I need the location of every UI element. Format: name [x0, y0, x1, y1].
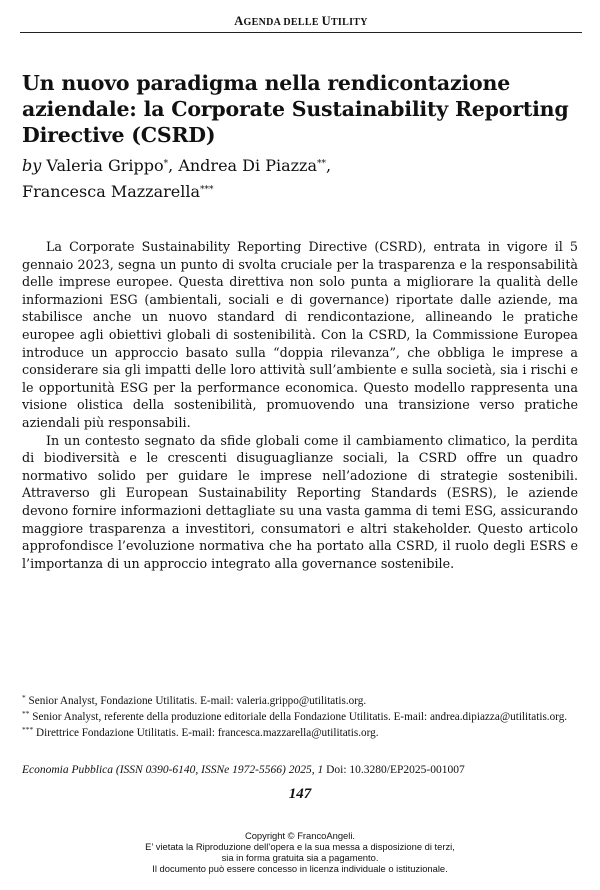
author-line — [22, 152, 582, 204]
running-head-small-2: TILITY — [330, 17, 368, 28]
footnote — [22, 708, 582, 724]
running-head-cap-a: A — [234, 14, 244, 28]
article-title: Un nuovo paradigma nella rendicontazione aziendale: la Corporate Sustainability Reporting Directive (CSRD) — [22, 71, 569, 147]
footnote-text: Senior Analyst, referente della produzione editoriale della Fondazione Utilitatis. E-mail: andrea.dipiazza@utilitatis.org. — [32, 710, 568, 723]
copyright-line: E’ vietata la Riproduzione dell’opera e la sua messa a disposizione di terzi, — [145, 841, 455, 852]
author-footnote-mark: ** — [317, 159, 327, 169]
author-footnote-mark: *** — [200, 185, 214, 195]
footnote-mark: * — [22, 693, 26, 702]
copyright-line: Copyright © FrancoAngeli. — [244, 830, 356, 841]
author-name: Andrea Di Piazza — [178, 156, 318, 175]
author-footnote-mark: * — [163, 159, 169, 169]
abstract-paragraph: La Corporate Sustainability Reporting Directive (CSRD), entrata in vigore il 5 gennaio 2023, segna un punto di svolta cruciale per la trasparenza e la responsabilità delle imprese europee. Questa direttiva non solo punta a migliorare la qualità delle informazioni ESG (ambientali, sociali e di governance) riportate dalle aziende, ma stabilisce anche un nuovo standard di rendicontazione, allineando le pratiche europee agli obiettivi globali di sostenibilità. Con la CSRD, la Commissione Europea introduce un approccio basato sulla “doppia rilevanza”, che obbliga le imprese a considerare sia gli impatti delle loro attività sull’ambiente e sulla società, sia i rischi e le opportunità ESG per la performance economica. Questo modello rappresenta una visione olistica della sostenibilità, promuovendo una transizione verso pratiche aziendali più responsabili. — [22, 239, 578, 430]
footnote-mark: *** — [22, 724, 34, 734]
doi: Doi: 10.3280/EP2025-001007 — [323, 764, 465, 776]
author-separator: , — [326, 156, 332, 175]
journal-reference: Economia Pubblica (ISSN 0390-6140, ISSNe 1972-5566) 2025, 1 — [22, 764, 324, 776]
running-head-cap-u: U — [321, 14, 331, 28]
running-head — [22, 14, 580, 29]
header-rule — [20, 32, 582, 33]
author-name: Francesca Mazzarella — [22, 182, 201, 201]
footnote — [22, 692, 582, 708]
footnote-text: Senior Analyst, Fondazione Utilitatis. E-mail: valeria.grippo@utilitatis.org. — [28, 695, 367, 707]
abstract-paragraph: In un contesto segnato da sfide globali come il cambiamento climatico, la perdita di biodiversità e le crescenti disuguaglianze sociali, la CSRD offre un quadro normativo solido per guidare le imprese nell’adozione di strategie sostenibili. Attraverso gli European Sustainability Reporting Standards (ESRS), le aziende devono fornire informazioni dettagliate su una vasta gamma di temi ESG, assicurando maggiore trasparenza a investitori, consumatori e altri stakeholder. Questo articolo approfondisce l’evoluzione normativa che ha portato alla CSRD, il ruolo degli ESRS e l’importanza di un approccio integrato alla governance sostenibile. — [22, 432, 578, 571]
footnotes — [22, 692, 582, 739]
copyright-line: Il documento può essere concesso in licenza individuale o istituzionale. — [152, 863, 448, 874]
footnote — [22, 724, 582, 740]
abstract — [22, 238, 578, 572]
journal-citation — [22, 764, 582, 776]
copyright-line: sia in forma gratuita sia a pagamento. — [221, 852, 379, 863]
page-number: 147 — [288, 786, 312, 802]
running-head-small-1: GENDA DELLE — [243, 17, 322, 28]
footnote-text: Direttrice Fondazione Utilitatis. E-mail: francesca.mazzarella@utilitatis.org. — [36, 726, 379, 739]
copyright-notice — [0, 830, 600, 874]
author-name: Valeria Grippo — [46, 156, 164, 175]
footnote-mark: ** — [22, 708, 30, 718]
author-separator: , — [168, 156, 179, 175]
by-label: by — [22, 156, 42, 175]
